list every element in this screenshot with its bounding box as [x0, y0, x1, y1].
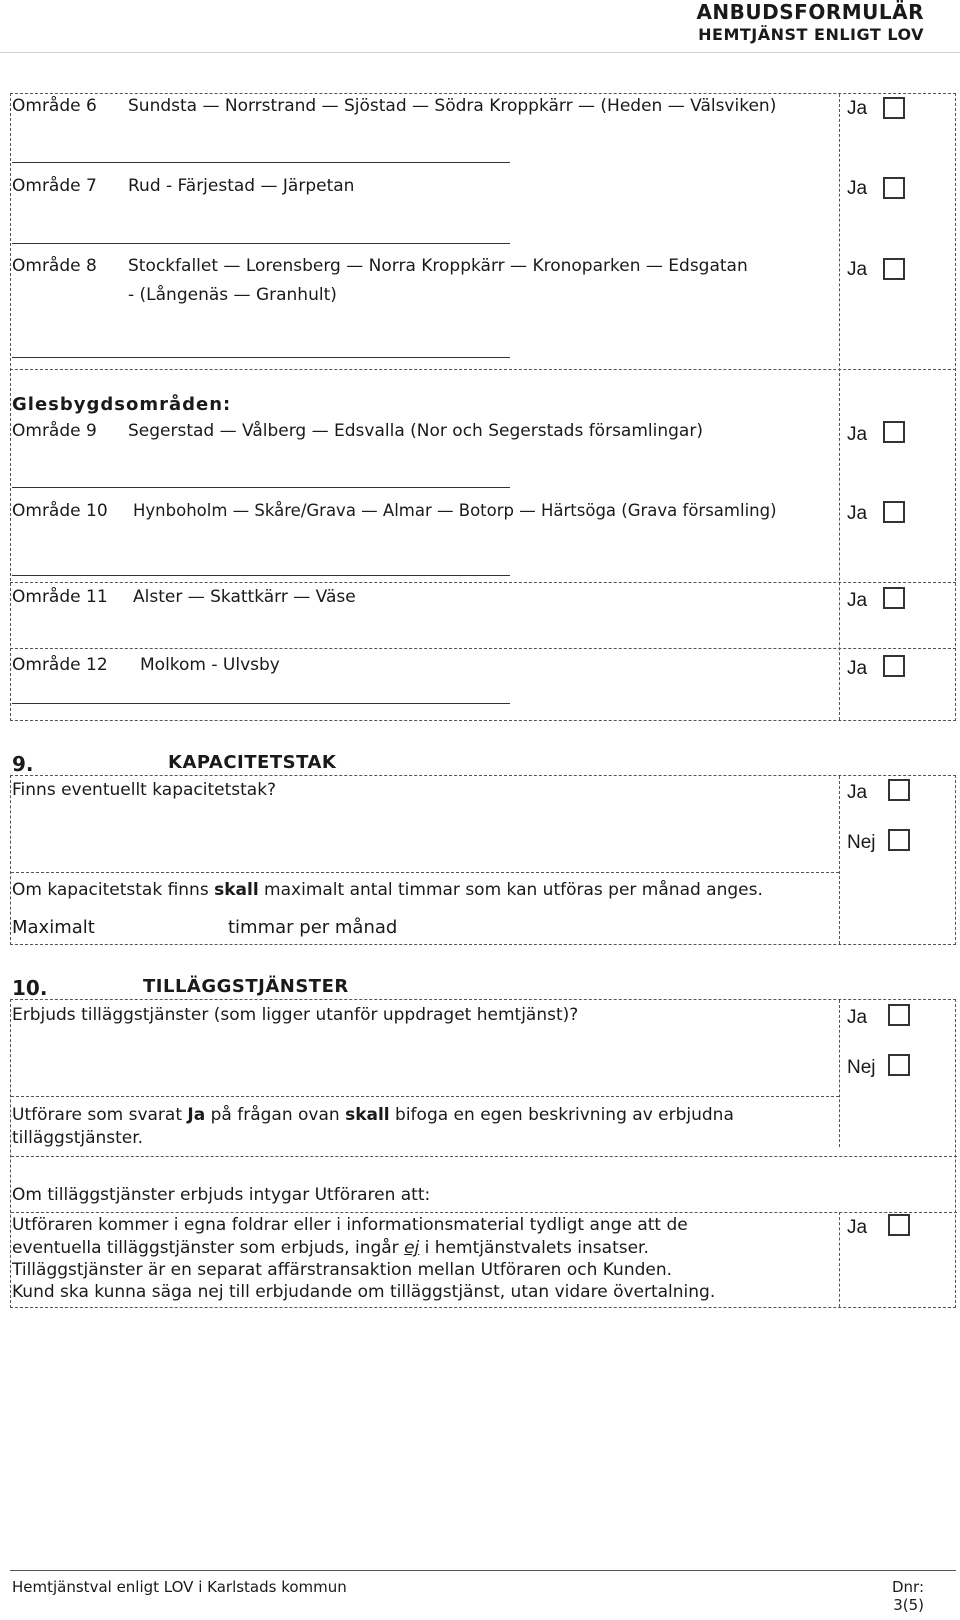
area-6-row — [12, 96, 130, 116]
area-7-row — [12, 176, 130, 196]
no-label: Nej — [847, 1057, 876, 1078]
note-text: maximalt antal timmar som kan utföras per månad anges. — [258, 880, 763, 900]
ja-column — [839, 1212, 840, 1307]
page-number: 3(5) — [893, 1596, 924, 1614]
page-header — [696, 0, 924, 46]
area-10-row — [12, 501, 134, 521]
signature-line — [12, 575, 510, 576]
section-10-title: TILLÄGGSTJÄNSTER — [143, 976, 349, 997]
certify-checkbox[interactable] — [888, 1214, 910, 1236]
note-text: Utförare som svarat — [12, 1105, 188, 1125]
yes-label: Ja — [847, 782, 868, 803]
ja-label: Ja — [847, 503, 868, 524]
ja-label: Ja — [847, 658, 868, 679]
area-10-checkbox[interactable] — [883, 501, 905, 523]
area-places: Stockfallet — Lorensberg — Norra Kroppkärr — Kronoparken — Edsgatan — [128, 256, 748, 276]
ja-column — [839, 1000, 840, 1147]
section-10-number: 10. — [12, 976, 48, 1000]
certify-emphasis: ej — [404, 1238, 420, 1258]
area-8-checkbox[interactable] — [883, 258, 905, 280]
ja-label: Ja — [847, 424, 868, 445]
area-places: Alster — Skattkärr — Väse — [133, 587, 356, 607]
signature-line — [12, 487, 510, 488]
ja-label: Ja — [847, 98, 868, 119]
section-divider — [10, 369, 956, 370]
area-label: Område 7 — [12, 176, 97, 196]
certify-line-3: Tilläggstjänster är en separat affärstransaktion mellan Utföraren och Kunden. — [12, 1260, 673, 1280]
area-label: Område 9 — [12, 421, 97, 441]
ja-column — [839, 776, 840, 944]
area-label: Område 11 — [12, 587, 108, 607]
note-text: bifoga en egen beskrivning av erbjudna — [389, 1105, 734, 1125]
footer-divider — [10, 1570, 956, 1571]
max-unit: timmar per månad — [228, 917, 398, 938]
area-12-checkbox[interactable] — [883, 655, 905, 677]
ja-label: Ja — [847, 590, 868, 611]
area-places-line2: - (Långenäs — Granhult) — [128, 285, 337, 305]
area-label: Område 10 — [12, 501, 108, 521]
certify-text: eventuella tilläggstjänster som erbjuds, ingår — [12, 1238, 405, 1258]
certify-line-2 — [12, 1237, 649, 1260]
row-divider — [11, 872, 839, 873]
certify-line-1: Utföraren kommer i egna foldrar eller i informationsmaterial tydligt ange att de — [12, 1215, 688, 1235]
note-emphasis: Ja — [187, 1105, 206, 1125]
row-divider — [10, 582, 956, 583]
section-9-no-checkbox[interactable] — [888, 829, 910, 851]
ja-label: Ja — [847, 178, 868, 199]
section-9-yes-checkbox[interactable] — [888, 779, 910, 801]
note-emphasis: skall — [214, 880, 259, 900]
section-10-note-line2: tilläggstjänster. — [12, 1128, 144, 1148]
footer-document-name: Hemtjänstval enligt LOV i Karlstads kommun — [12, 1578, 347, 1596]
section-10-yes-checkbox[interactable] — [888, 1004, 910, 1026]
certify-text: i hemtjänstvalets insatser. — [419, 1238, 649, 1258]
max-hours-input[interactable] — [112, 914, 222, 940]
area-12-row — [12, 655, 140, 675]
signature-line — [12, 703, 510, 704]
no-label: Nej — [847, 832, 876, 853]
signature-line — [12, 162, 510, 163]
signature-line — [12, 243, 510, 244]
yes-label: Ja — [847, 1007, 868, 1028]
area-label: Område 12 — [12, 655, 108, 675]
row-divider — [11, 1156, 957, 1157]
area-places: Hynboholm — Skåre/Grava — Almar — Botorp — Härtsöga (Grava församling) — [133, 501, 777, 520]
form-subtitle: HEMTJÄNST ENLIGT LOV — [698, 25, 924, 44]
signature-line — [12, 357, 510, 358]
dnr-label: Dnr: — [891, 1578, 924, 1596]
header-divider — [0, 52, 960, 53]
area-9-checkbox[interactable] — [883, 421, 905, 443]
row-divider — [11, 1212, 957, 1213]
section-9-title: KAPACITETSTAK — [168, 752, 337, 773]
footer-meta — [892, 1578, 924, 1614]
area-11-row — [12, 587, 134, 607]
note-emphasis: skall — [345, 1105, 390, 1125]
row-divider — [11, 1096, 839, 1097]
section-10-no-checkbox[interactable] — [888, 1054, 910, 1076]
certify-line-4: Kund ska kunna säga nej till erbjudande om tilläggstjänst, utan vidare övertalning. — [12, 1282, 716, 1302]
area-label: Område 6 — [12, 96, 97, 116]
section-10-question: Erbjuds tilläggstjänster (som ligger utanför uppdraget hemtjänst)? — [12, 1005, 579, 1025]
area-places: Segerstad — Vålberg — Edsvalla (Nor och Segerstads församlingar) — [128, 421, 703, 441]
section-9-note — [12, 879, 763, 902]
note-text: på frågan ovan — [205, 1105, 346, 1125]
max-label: Maximalt — [12, 917, 95, 938]
row-divider — [10, 648, 956, 649]
area-6-checkbox[interactable] — [883, 97, 905, 119]
section-10-note — [12, 1104, 734, 1127]
note-text: Om kapacitetstak finns — [12, 880, 215, 900]
rural-heading: Glesbygdsområden: — [12, 394, 232, 415]
area-7-checkbox[interactable] — [883, 177, 905, 199]
form-title: ANBUDSFORMULÄR — [696, 0, 924, 24]
ja-label: Ja — [847, 1217, 868, 1238]
certify-intro: Om tilläggstjänster erbjuds intygar Utföraren att: — [12, 1185, 431, 1205]
area-9-row — [12, 421, 130, 441]
area-8-row — [12, 256, 130, 276]
area-places: Sundsta — Norrstrand — Sjöstad — Södra Kroppkärr — (Heden — Välsviken) — [128, 96, 777, 116]
area-places: Molkom - Ulvsby — [140, 655, 280, 675]
area-label: Område 8 — [12, 256, 97, 276]
section-9-number: 9. — [12, 752, 34, 776]
ja-label: Ja — [847, 259, 868, 280]
area-places: Rud - Färjestad — Järpetan — [128, 176, 355, 196]
section-9-question: Finns eventuellt kapacitetstak? — [12, 780, 277, 800]
area-11-checkbox[interactable] — [883, 587, 905, 609]
